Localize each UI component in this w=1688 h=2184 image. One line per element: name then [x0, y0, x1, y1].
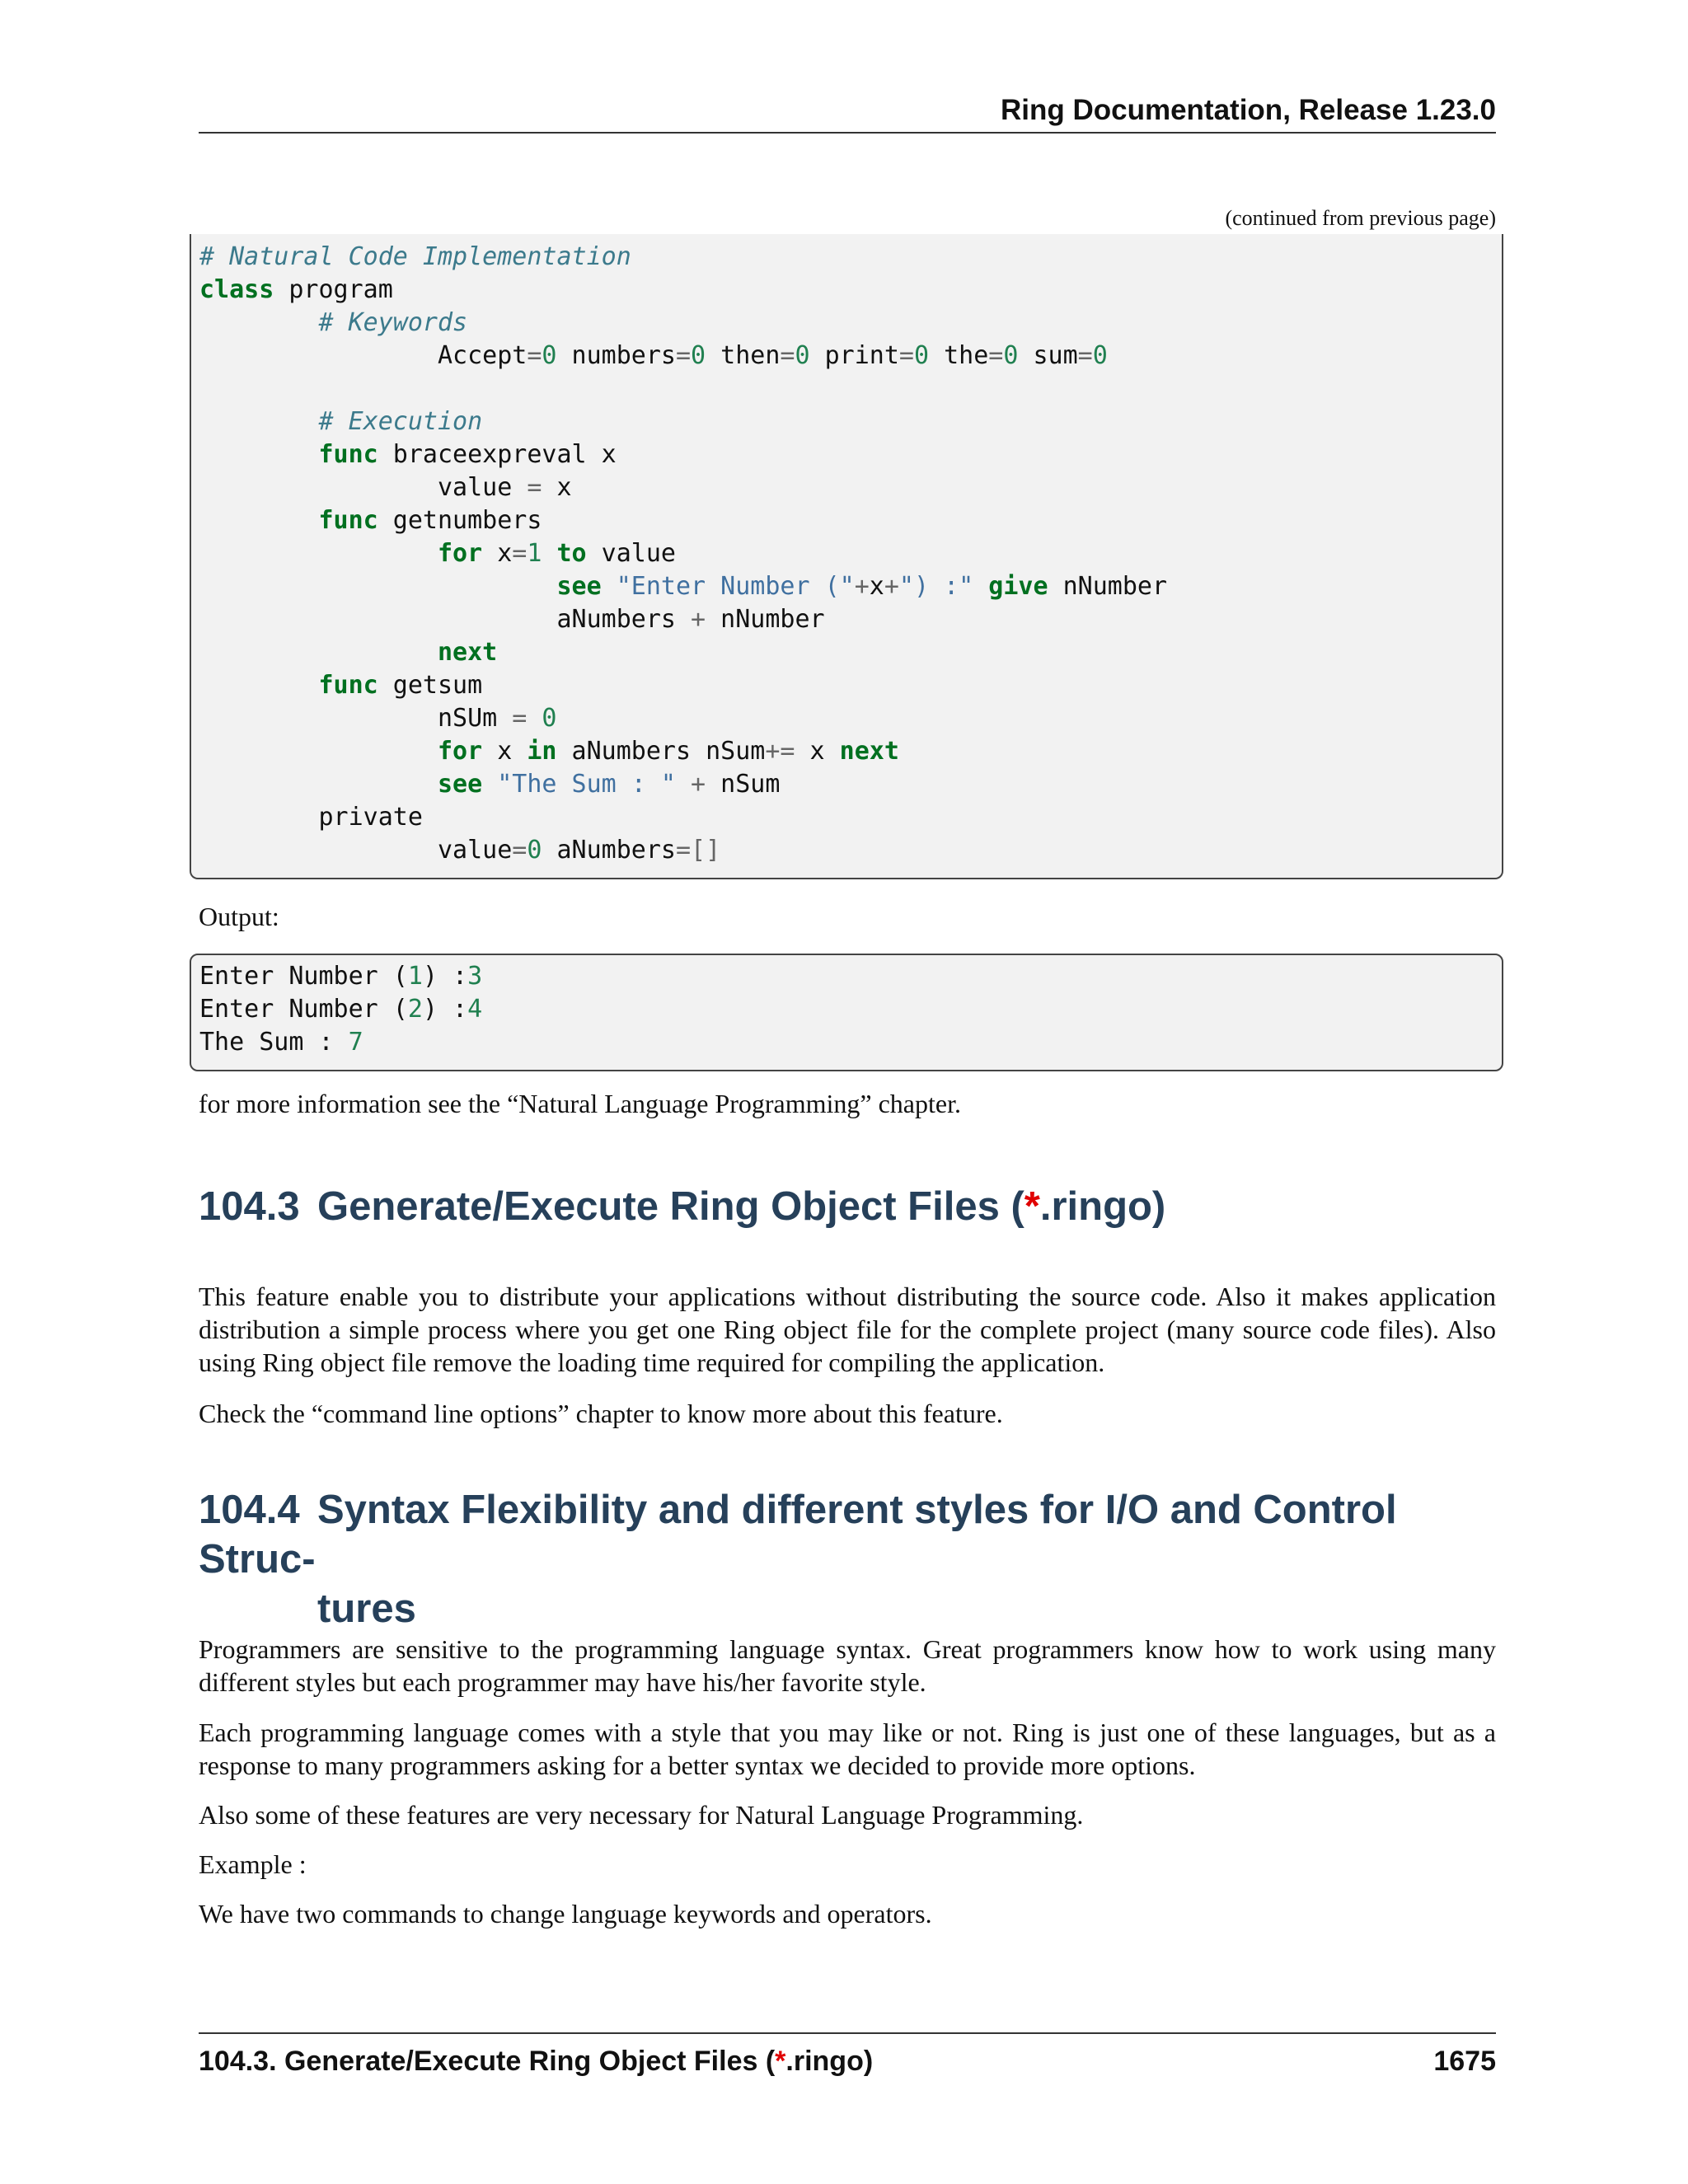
- continued-note: (continued from previous page): [1225, 206, 1496, 230]
- code-token: +=: [765, 737, 795, 766]
- code-line: [199, 1026, 482, 1059]
- code-token: +: [691, 770, 706, 799]
- code-token: see: [556, 572, 602, 601]
- code-token: give: [988, 572, 1048, 601]
- code-token: =: [527, 473, 542, 502]
- code-token: nSum: [706, 770, 781, 799]
- code-token: 7: [348, 1028, 363, 1057]
- code-token: func: [318, 440, 378, 469]
- code-token: then: [706, 341, 781, 370]
- footer-section-title: [199, 2046, 873, 2078]
- code-token: 0: [913, 341, 930, 370]
- code-token: =: [1077, 341, 1093, 370]
- code-line: [199, 702, 1167, 735]
- code-line: [199, 636, 1167, 669]
- code-token: getnumbers: [377, 506, 542, 535]
- code-line: [199, 471, 1167, 504]
- section-title-line1: Syntax Flexibility and different styles for I/O and Control Struc-: [199, 1488, 1397, 1582]
- code-token: 3: [467, 962, 483, 991]
- code-line: [199, 801, 1167, 834]
- code-token: [527, 704, 542, 733]
- code-token: to: [556, 539, 587, 568]
- code-line: [199, 438, 1167, 471]
- code-line: [199, 241, 1167, 274]
- code-token: ) :: [422, 995, 468, 1024]
- code-token: 1: [407, 962, 423, 991]
- section-heading-104-3: [199, 1182, 1501, 1231]
- code-line: [199, 603, 1167, 636]
- code-token: [199, 440, 319, 469]
- code-token: =: [780, 341, 795, 370]
- code-line: [199, 274, 1167, 307]
- code-token: x: [482, 737, 528, 766]
- para-natural-language: Also some of these features are very necessary for Natural Language Programming.: [199, 1800, 1084, 1830]
- code-line: [199, 834, 1167, 867]
- code-listing: [199, 241, 1167, 867]
- code-token: "Enter Number (": [616, 572, 855, 601]
- code-token: program: [274, 275, 393, 304]
- page-footer: [199, 2032, 1496, 2077]
- code-token: [973, 572, 988, 601]
- code-token: [602, 572, 617, 601]
- section-title-line2: tures: [317, 1586, 416, 1631]
- code-token: "The Sum : ": [497, 770, 676, 799]
- footer-title-prefix: 104.3. Generate/Execute Ring Object Files (: [199, 2046, 776, 2077]
- para-syntax-sensitive: Programmers are sensitive to the programming language syntax. Great programmers know how to work using many different styles but each programmer may have his/her favorite style.: [199, 1634, 1496, 1697]
- code-token: =: [988, 341, 1004, 370]
- code-token: x: [542, 473, 572, 502]
- section-title-prefix: Generate/Execute Ring Object Files (: [317, 1184, 1025, 1229]
- code-line: [199, 307, 1167, 340]
- code-token: getsum: [377, 671, 483, 700]
- code-token: # Keywords: [318, 308, 468, 337]
- code-token: value: [199, 473, 528, 502]
- header-title: Ring Documentation, Release 1.23.0: [1000, 94, 1496, 126]
- code-token: [199, 572, 556, 601]
- code-token: value: [199, 836, 513, 865]
- code-line: [199, 993, 482, 1026]
- para-two-commands: We have two commands to change language keywords and operators.: [199, 1899, 932, 1929]
- code-token: =: [675, 341, 692, 370]
- para-command-line: Check the “command line options” chapter to know more about this feature.: [199, 1399, 1003, 1428]
- code-token: Enter Number (: [199, 962, 408, 991]
- code-line: [199, 768, 1167, 801]
- code-block-natural-code: [190, 234, 1503, 879]
- code-token: nNumber: [706, 605, 825, 634]
- code-token: next: [437, 638, 498, 667]
- code-token: value: [586, 539, 676, 568]
- code-token: [199, 737, 438, 766]
- code-token: =: [512, 539, 528, 568]
- code-token: [199, 671, 319, 700]
- code-line: [199, 373, 1167, 405]
- code-token: =: [527, 341, 542, 370]
- code-token: =[]: [675, 836, 721, 865]
- code-token: [199, 638, 438, 667]
- code-token: next: [839, 737, 899, 766]
- code-token: [199, 770, 438, 799]
- code-token: func: [318, 671, 378, 700]
- section-number: 104.4: [199, 1488, 300, 1532]
- code-token: x: [869, 572, 884, 601]
- section-heading-104-4: [199, 1485, 1501, 1633]
- code-token: braceexpreval x: [377, 440, 617, 469]
- code-line: [199, 570, 1167, 603]
- output-label: Output:: [199, 902, 279, 931]
- code-token: ) :: [422, 962, 468, 991]
- code-line: [199, 340, 1167, 373]
- section-title-star: *: [1024, 1184, 1040, 1229]
- code-token: [542, 539, 556, 568]
- code-token: 4: [467, 995, 483, 1024]
- code-token: func: [318, 506, 378, 535]
- code-token: # Execution: [318, 407, 483, 436]
- code-token: Enter Number (: [199, 995, 408, 1024]
- code-token: x: [795, 737, 840, 766]
- code-line: [199, 669, 1167, 702]
- code-token: 0: [527, 836, 542, 865]
- code-token: sum: [1018, 341, 1078, 370]
- code-token: 1: [527, 539, 542, 568]
- code-token: [199, 506, 319, 535]
- code-line: [199, 960, 482, 993]
- code-line: [199, 735, 1167, 768]
- para-example-label: Example :: [199, 1849, 307, 1879]
- code-token: see: [437, 770, 483, 799]
- code-token: The Sum :: [199, 1028, 349, 1057]
- code-token: for: [437, 539, 483, 568]
- code-token: print: [809, 341, 899, 370]
- code-token: 0: [1092, 341, 1108, 370]
- code-token: the: [929, 341, 989, 370]
- code-token: aNumbers nSum: [556, 737, 766, 766]
- code-token: +: [691, 605, 706, 634]
- code-block-output: [190, 954, 1503, 1071]
- code-token: nSUm: [199, 704, 513, 733]
- code-line: [199, 537, 1167, 570]
- code-token: [482, 770, 497, 799]
- code-token: [676, 770, 691, 799]
- code-token: x: [482, 539, 513, 568]
- code-token: 0: [795, 341, 810, 370]
- para-ringo-feature: This feature enable you to distribute your applications without distributing the source code. Also it makes application distribution a simple process where you get one Ring object file for the complete project (many source code files). Also using Ring object file remove the loading time required for compiling the application.: [199, 1282, 1496, 1377]
- page-header: [199, 92, 1496, 134]
- code-token: nNumber: [1048, 572, 1168, 601]
- code-token: aNumbers: [542, 836, 676, 865]
- code-token: 0: [691, 341, 706, 370]
- section-number: 104.3: [199, 1184, 300, 1229]
- code-token: # Natural Code Implementation: [199, 242, 631, 271]
- code-token: [199, 539, 438, 568]
- code-token: numbers: [556, 341, 676, 370]
- code-token: 0: [542, 341, 557, 370]
- code-token: [199, 308, 319, 337]
- footer-title-suffix: .ringo): [785, 2046, 874, 2077]
- section-title-suffix: .ringo): [1039, 1184, 1166, 1229]
- output-listing: [199, 960, 482, 1059]
- code-token: Accept: [199, 341, 528, 370]
- code-token: [199, 407, 319, 436]
- code-token: 2: [407, 995, 423, 1024]
- code-line: [199, 405, 1167, 438]
- code-token: private: [199, 803, 423, 832]
- code-token: 0: [542, 704, 557, 733]
- code-token: =: [512, 836, 528, 865]
- code-token: for: [437, 737, 483, 766]
- para-style-options: Each programming language comes with a style that you may like or not. Ring is just one of these languages, but as a response to many programmers asking for a better syntax we decided to provide more options.: [199, 1718, 1496, 1780]
- code-token: +: [854, 572, 870, 601]
- code-token: in: [527, 737, 557, 766]
- para-more-info: for more information see the “Natural Language Programming” chapter.: [199, 1089, 961, 1118]
- code-token: +: [884, 572, 899, 601]
- code-token: class: [199, 275, 274, 304]
- footer-title-star: *: [775, 2046, 786, 2077]
- code-token: =: [898, 341, 914, 370]
- code-token: =: [512, 704, 528, 733]
- page-number: 1675: [1433, 2046, 1496, 2077]
- code-token: ") :": [898, 572, 974, 601]
- code-line: [199, 504, 1167, 537]
- code-token: 0: [1003, 341, 1019, 370]
- code-token: aNumbers: [199, 605, 692, 634]
